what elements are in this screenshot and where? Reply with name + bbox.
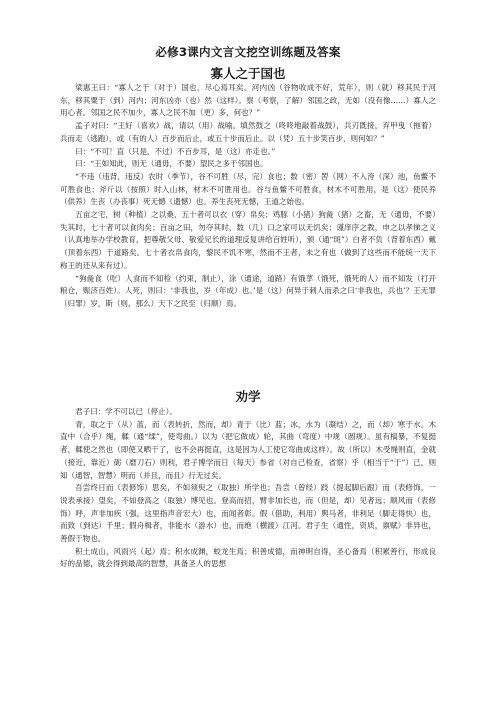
- paragraph: 青，取之于（从）蓝，而（表转折，然而，却）青于（比）蓝；冰，水为（凝结）之，而（却）寒于水。木直中（合乎）绳，輮（通“煣”，使弯曲。）以为（把它做成）轮，其曲（弯度）中规（圆规）。虽有槁暴，不复挺者，輮使之然也（即使又晒干了，也不会再挺直，这是因为人工使它弯曲成这样）。故（所以）木受绳则直，金就（接近，靠近）砺（磨刀石）则利，君子博学而日（每天）参省（对自己检查，省察）乎（相当于“于”）己，则知（通智，智慧）明而（并且，而且）行无过矣。: [60, 419, 436, 480]
- paragraph: 曰：“不可！直（只是，不过）不百步耳，是（这）亦走也。”: [75, 146, 276, 156]
- paragraph: “不违（违背，违反）农时（季节），谷不可胜（尽，完）食也；数（密）罟（网）不入洿（深）池，鱼鳖不可胜食也；斧斤以（按照）时入山林，材木不可胜用也。谷与鱼鳖不可胜食，材木不可胜用，是（这）使民养（供养）生丧（办丧事）死无憾（遗憾）也。养生丧死无憾，王道之始也。: [60, 171, 436, 207]
- paragraph: 君子曰：学不可以已（停止）。: [75, 407, 177, 416]
- paragraph: 五亩之宅，树（种植）之以桑，五十者可以衣（穿）帛矣；鸡豚（小猪）狗彘（猪）之畜，无（通毋，不要）失其时，七十者可以食肉矣；百亩之田，勿夺其时，数（几）口之家可以无饥矣；谨庠序之教，申之以孝悌之义（认真地举办学校教育，把尊敬父母、敬爱兄长的道理反复讲给百姓听），颁（通“斑”）白者不负（背着东西）戴（顶着东西）于道路矣。七十者衣帛食肉，黎民不饥不寒，然而不王者，未之有也（做到了这些而不能统一天下称王的还从来有过）。: [60, 210, 436, 270]
- section-body-quanxue: [60, 406, 436, 571]
- paragraph: 积土成山，风雨兴（起）焉；积水成渊，蛟龙生焉；积善成德，而神明自得，圣心备焉（积累善行，形成良好的品德，就会得到最高的智慧，具备圣人的思想: [60, 546, 436, 569]
- paragraph: 曰：“王如知此，则无（通毋，不要）望民之多于邻国也。: [75, 159, 268, 169]
- paragraph: 孟子对曰：“王好（喜欢）战，请以（用）战喻。填然鼓之（咚咚地敲着战鼓），兵刃既接，弃甲曳（拖着）兵而走（逃跑），或（有的人）百步而后止，或五十步而后止。以（凭）五十步笑百步，则何如？”: [60, 121, 436, 143]
- paragraph: 吾尝终日而（表修饰）思矣，不如须臾之（取独）所学也；吾尝（曾经）跂（提起脚后跟）而（表修饰，一说表承接）望矣，不如登高之（取独）博见也。登高而招，臂非加长也，而（但是，却）见者远；顺风而（表修饰）呼，声非加疾（强，这里指声音宏大）也，而闻者彰。假（借助，利用）舆马者，非利足（脚走得快）也，而致（到达）千里；假舟楫者，非能水（游水）也，而绝（横渡）江河。君子生（通性，资质，禀赋）非异也，善假于物也。: [60, 483, 436, 544]
- section-body-guaren: [60, 82, 436, 311]
- section-title-quanxue: 劝学: [235, 389, 261, 404]
- document-title: 必修3课内文言文挖空训练题及答案: [155, 45, 341, 59]
- section-title-guaren: 寡人之于国也: [210, 66, 286, 81]
- paragraph: 梁惠王曰：“寡人之于（对于）国也，尽心焉耳矣。河内凶（谷物收成不好，荒年），则（就）移其民于河东，移其粟于（到）河内；河东凶亦（也）然（这样）。察（考察，了解）邻国之政，无如（没有像……）寡人之用心者。邻国之民不加少，寡人之民不加（更）多，何也？”: [60, 83, 436, 118]
- paragraph: “狗彘食（吃）人食而不知检（约束，制止），涂（通途，道路）有饿莩（饿死，饿死的人）而不知发（打开粮仓，赈济百姓）。人死，则曰：‘非我也，岁（年成）也。’是（这）何异于刺人而杀之曰‘非我也，兵也’？王无罪（归罪）岁，斯（则，那么）天下之民至（归顺）焉。: [60, 273, 436, 308]
